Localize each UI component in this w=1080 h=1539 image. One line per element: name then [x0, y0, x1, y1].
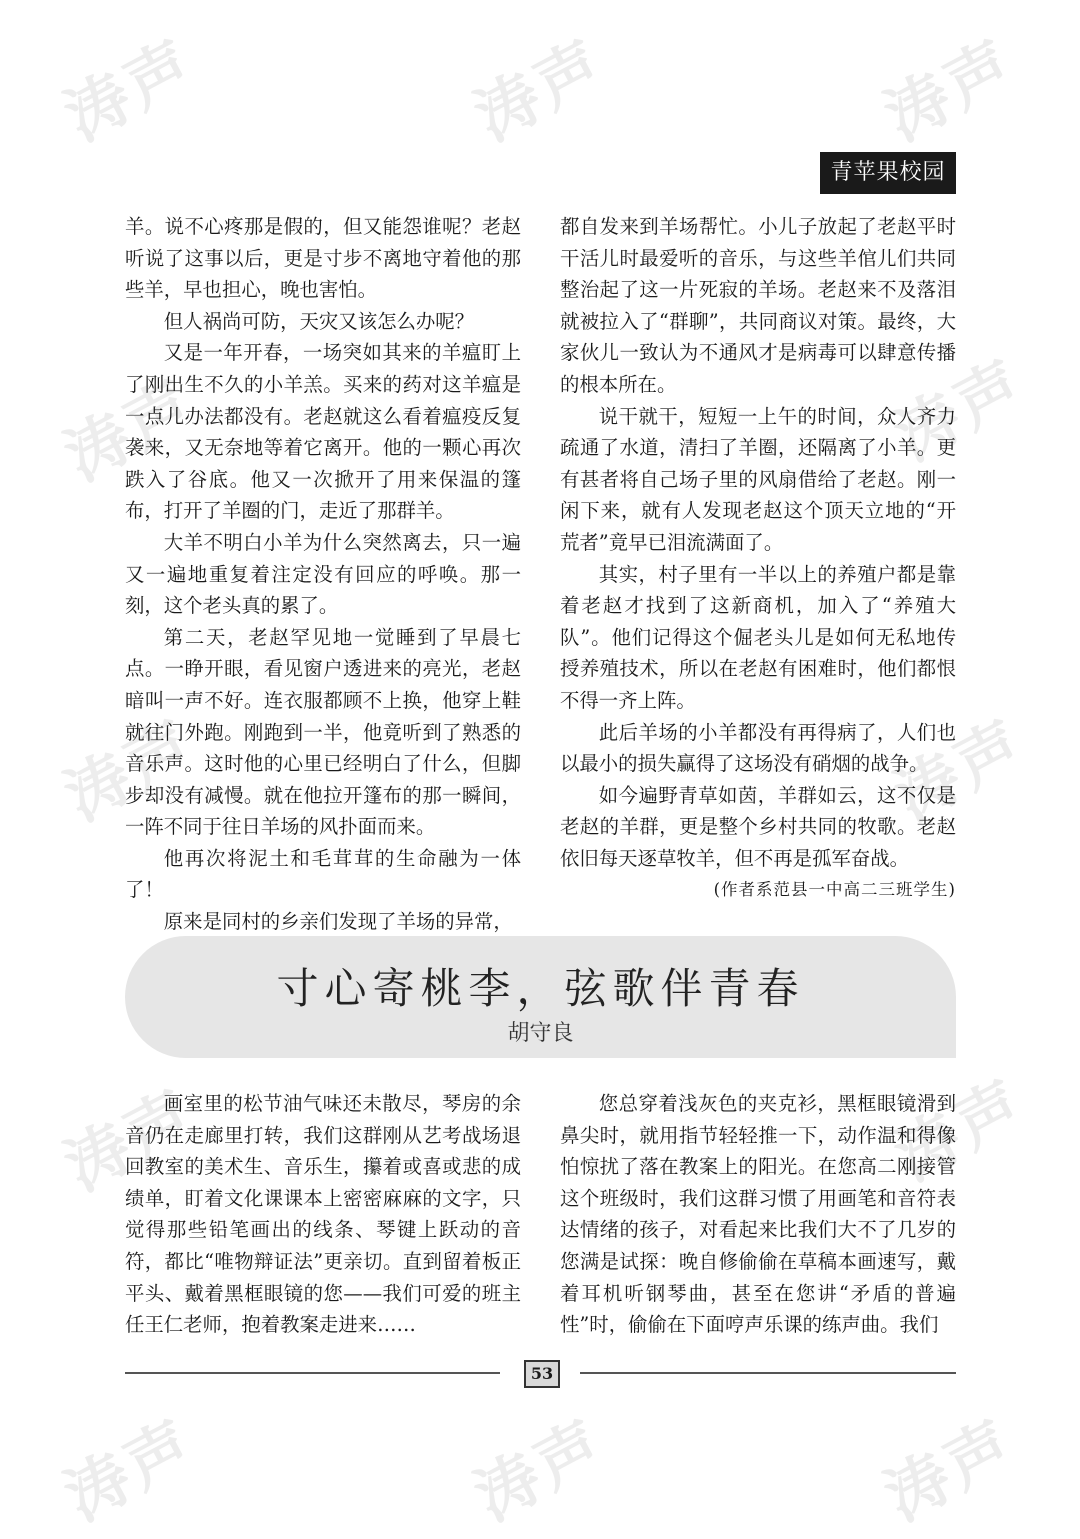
author-note: (作者系范县一中高二三班学生): [713, 880, 956, 900]
watermark: 涛声: [883, 1066, 1039, 1196]
watermark: 涛声: [53, 26, 209, 156]
watermark: 涛声: [53, 706, 209, 836]
watermark: 涛声: [883, 706, 1039, 836]
watermark: 涛声: [53, 366, 209, 496]
watermark: 涛声: [873, 1406, 1029, 1536]
paragraph: 大羊不明白小羊为什么突然离去，只一遍又一遍地重复着注定没有回应的呼唤。那一刻，这个老头真的累了。: [125, 530, 521, 618]
article2-column-left: [125, 1088, 521, 1341]
watermark: 涛声: [463, 26, 619, 156]
watermark: 涛声: [883, 346, 1039, 476]
watermark: 涛声: [53, 1406, 209, 1536]
section-tag: 青苹果校园: [820, 152, 956, 194]
paragraph: 说干就干，短短一上午的时间，众人齐力疏通了水道，清扫了羊圈，还隔离了小羊。更有甚者将自己场子里的风扇借给了老赵。刚一闲下来，就有人发现老赵这个顶天立地的“开荒者”竟早已泪流满面了。: [560, 404, 956, 554]
watermark: 涛声: [463, 1406, 619, 1536]
article1-column-right: [560, 211, 956, 906]
paragraph: 此后羊场的小羊都没有再得病了，人们也以最小的损失赢得了这场没有硝烟的战争。: [560, 720, 956, 776]
article2-column-right: [560, 1088, 956, 1341]
footer-rule-left: [125, 1372, 500, 1374]
paragraph: 第二天，老赵罕见地一觉睡到了早晨七点。一睁开眼，看见窗户透进来的亮光，老赵暗叫一声不好。连衣服都顾不上换，他穿上鞋就往门外跑。刚跑到一半，他竟听到了熟悉的音乐声。这时他的心里已经明白了什么，但脚步却没有减慢。就在他拉开篷布的那一瞬间，一阵不同于往日羊场的风扑面而来。: [125, 625, 521, 839]
paragraph: 您总穿着浅灰色的夹克衫，黑框眼镜滑到鼻尖时，就用指节轻轻推一下，动作温和得像怕惊扰了落在教案上的阳光。在您高二刚接管这个班级时，我们这群习惯了用画笔和音符表达情绪的孩子，对看起来比我们大不了几岁的您满是试探：晚自修偷偷在草稿本画速写，戴着耳机听钢琴曲，甚至在您讲“矛盾的普遍性”时，偷偷在下面哼声乐课的练声曲。我们: [560, 1092, 956, 1337]
paragraph: 又是一年开春，一场突如其来的羊瘟盯上了刚出生不久的小羊羔。买来的药对这羊瘟是一点儿办法都没有。老赵就这么看着瘟疫反复袭来，又无奈地等着它离开。他的一颗心再次跌入了谷底。他又一次掀开了用来保温的篷布，打开了羊圈的门，走近了那群羊。: [125, 341, 521, 523]
article1-column-left: [125, 211, 521, 938]
paragraph: 如今遍野青草如茵，羊群如云，这不仅是老赵的羊群，更是整个乡村共同的牧歌。老赵依旧每天逐草牧羊，但不再是孤军奋战。: [560, 783, 956, 870]
paragraph: 其实，村子里有一半以上的养殖户都是靠着老赵才找到了这新商机，加入了“养殖大队”。他们记得这个倔老头儿是如何无私地传授养殖技术，所以在老赵有困难时，他们都恨不得一齐上阵。: [560, 562, 956, 712]
paragraph: 羊。说不心疼那是假的，但又能怨谁呢？老赵听说了这事以后，更是寸步不离地守着他的那些羊，早也担心，晚也害怕。: [125, 215, 521, 302]
paragraph: 画室里的松节油气味还未散尽，琴房的余音仍在走廊里打转，我们这群刚从艺考战场退回教室的美术生、音乐生，攥着或喜或悲的成绩单，盯着文化课课本上密密麻麻的文字，只觉得那些铅笔画出的线条、琴键上跃动的音符，都比“唯物辩证法”更亲切。直到留着板正平头、戴着黑框眼镜的您——我们可爱的班主任王仁老师，抱着教案走进来……: [125, 1092, 521, 1337]
article-title: 寸心寄桃李，弦歌伴青春: [276, 964, 805, 1013]
watermark: 涛声: [873, 26, 1029, 156]
watermark: 涛声: [53, 1076, 209, 1206]
paragraph: 都自发来到羊场帮忙。小儿子放起了老赵平时干活儿时最爱听的音乐，与这些羊倌儿们共同整治起了这一片死寂的羊场。老赵来不及落泪就被拉入了“群聊”，共同商议对策。最终，大家伙儿一致认为不通风才是病毒可以肆意传播的根本所在。: [560, 215, 956, 396]
article-title-banner: [125, 936, 956, 1058]
footer-rule-right: [580, 1372, 956, 1374]
page-number: 53: [524, 1360, 560, 1388]
paragraph: 原来是同村的乡亲们发现了羊场的异常，: [163, 910, 513, 934]
paragraph: 他再次将泥土和毛茸茸的生命融为一体了！: [125, 846, 521, 902]
article-author: 胡守良: [507, 1021, 574, 1046]
paragraph: 但人祸尚可防，天灾又该怎么办呢？: [163, 309, 475, 333]
